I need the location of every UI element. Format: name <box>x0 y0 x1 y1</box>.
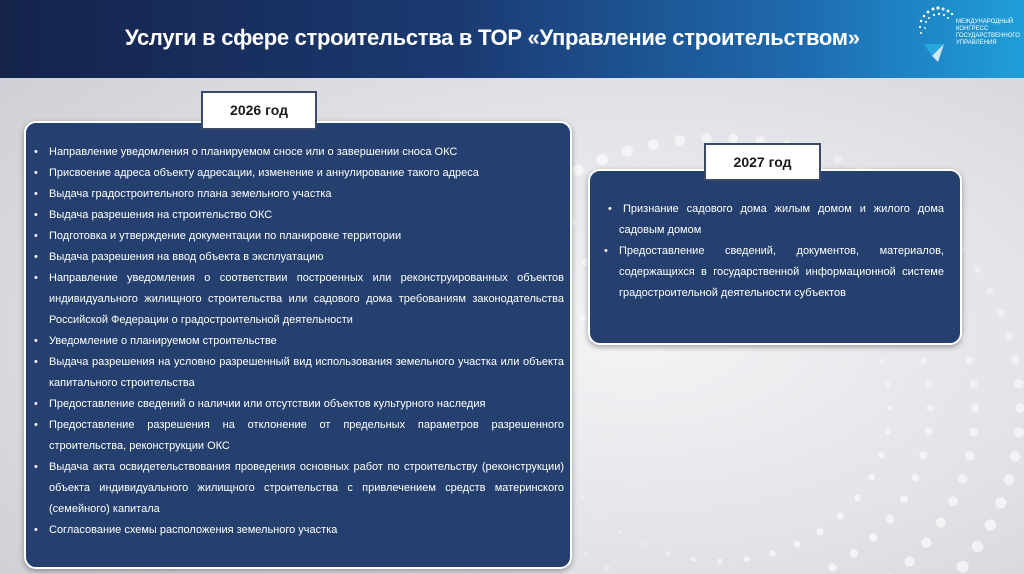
decor-dot <box>958 474 968 484</box>
decor-dot <box>1004 474 1015 485</box>
decor-dot <box>579 315 586 322</box>
decor-dot <box>648 139 659 150</box>
page-title: Услуги в сфере строительства в ТОР «Управление строительством» <box>125 25 860 50</box>
decor-dot <box>605 565 610 570</box>
list-item: • Направление уведомления о соответствии построенных или реконструированных объектов индивидуального жилищного строительства или садового дома требованиям законодательства Российской Федерации о градостроительной деятельности <box>28 268 564 331</box>
list-item: • Уведомление о планируемом строительстве <box>28 331 564 352</box>
decor-dot <box>1014 379 1023 388</box>
decor-dot <box>987 287 994 294</box>
decor-dot <box>948 496 958 506</box>
decor-dot <box>997 309 1005 317</box>
decor-dot <box>868 474 875 481</box>
decor-dot <box>817 528 824 535</box>
decor-dot <box>641 542 645 546</box>
decor-dot <box>744 556 750 562</box>
decor-dot <box>972 541 984 553</box>
decor-dot <box>691 557 696 562</box>
year-2027-label: 2027 год <box>704 143 821 181</box>
decor-dot <box>581 496 584 499</box>
decor-dot <box>598 515 601 518</box>
decor-dot <box>869 533 877 541</box>
decor-dot <box>921 538 931 548</box>
decor-dot <box>1005 332 1013 340</box>
decor-dot <box>834 156 842 164</box>
decor-dot <box>850 549 858 557</box>
list-item: • Выдача градостроительного плана земельного участка <box>28 184 564 205</box>
decor-dot <box>900 495 908 503</box>
decor-dot <box>828 563 836 571</box>
list-item: • Согласование схемы расположения земельного участка <box>28 520 564 541</box>
decor-dot <box>885 382 890 387</box>
decor-dot <box>966 357 973 364</box>
decor-dot <box>885 429 891 435</box>
congress-logo <box>918 4 1018 74</box>
services-2027-list <box>598 199 944 304</box>
decor-dot <box>584 552 588 556</box>
decor-dot <box>920 358 926 364</box>
list-item: • Предоставление сведений, документов, материалов, содержащихся в государственной информационной системе градостроительной деятельности субъектов <box>598 241 944 304</box>
decor-dot <box>1014 427 1024 437</box>
decor-dot <box>1011 355 1020 364</box>
decor-dot <box>622 146 633 157</box>
decor-dot <box>925 428 932 435</box>
decor-dot <box>665 551 670 556</box>
decor-dot <box>572 164 584 176</box>
decor-dot <box>794 541 801 548</box>
logo-text: МЕЖДУНАРОДНЫЙ КОНГРЕСС ГОСУДАРСТВЕННОГО УПРАВЛЕНИЯ <box>956 19 1020 46</box>
list-item: • Выдача разрешения на ввод объекта в эксплуатацию <box>28 247 564 268</box>
decor-dot <box>837 513 844 520</box>
decor-dot <box>985 519 996 530</box>
list-item: • Выдача акта освидетельствования проведения основных работ по строительству (реконструкции) объекта индивидуального жилищного строительства с привлечением средств материнского (семейного) капитала <box>28 457 564 520</box>
list-item: • Подготовка и утверждение документации по планировке территории <box>28 226 564 247</box>
decor-dot <box>596 154 607 165</box>
list-item: • Выдача разрешения на условно разрешенный вид использования земельного участка или объекта капитального строительства <box>28 352 564 394</box>
decor-dot <box>769 550 775 556</box>
header-bar <box>0 0 1024 78</box>
logo-emblem-icon <box>918 4 958 74</box>
list-item: • Признание садового дома жилым домом и жилого дома садовым домом <box>598 199 944 241</box>
decor-dot <box>887 405 893 411</box>
decor-dot <box>936 518 946 528</box>
decor-dot <box>729 134 739 144</box>
decor-dot <box>971 404 979 412</box>
decor-dot <box>969 428 978 437</box>
decor-dot <box>925 381 932 388</box>
list-item: • Направление уведомления о планируемом сносе или о завершении сноса ОКС <box>28 142 564 163</box>
decor-dot <box>717 558 723 564</box>
list-item: • Выдача разрешения на строительство ОКС <box>28 205 564 226</box>
list-item: • Присвоение адреса объекту адресации, изменение и аннулирование такого адреса <box>28 163 564 184</box>
decor-dot <box>904 557 914 567</box>
list-item: • Предоставление сведений о наличии или отсутствии объектов культурного наследия <box>28 394 564 415</box>
decor-dot <box>886 515 894 523</box>
services-2026-list <box>28 142 564 541</box>
decor-dot <box>854 495 861 502</box>
decor-dot <box>974 266 981 273</box>
decor-dot <box>1010 451 1021 462</box>
decor-dot <box>701 133 711 143</box>
decor-dot <box>995 497 1006 508</box>
decor-dot <box>911 474 919 482</box>
decor-dot <box>970 380 978 388</box>
decor-dot <box>879 358 884 363</box>
list-item: • Предоставление разрешения на отклонение от предельных параметров разрешенного строительства, реконструкции ОКС <box>28 415 564 457</box>
decor-dot <box>674 135 685 146</box>
decor-dot <box>927 405 934 412</box>
year-2026-label: 2026 год <box>201 91 317 130</box>
decor-dot <box>618 530 621 533</box>
decor-dot <box>957 561 969 573</box>
decor-dot <box>965 451 974 460</box>
decor-dot <box>879 452 885 458</box>
decor-dot <box>1015 403 1024 413</box>
decor-dot <box>920 451 928 459</box>
